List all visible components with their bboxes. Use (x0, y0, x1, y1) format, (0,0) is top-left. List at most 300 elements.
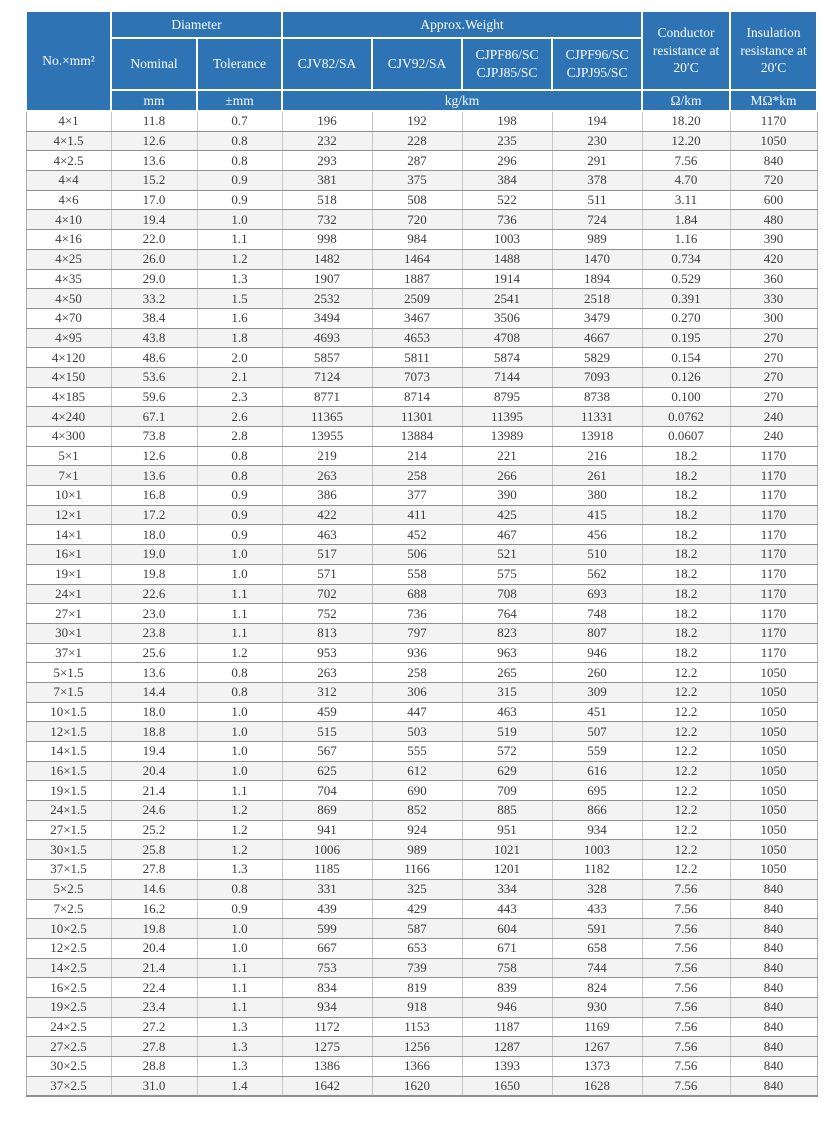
table-cell: 5829 (552, 348, 642, 368)
table-cell: 43.8 (111, 328, 197, 348)
table-row (26, 348, 817, 368)
table-cell: 0.0762 (642, 407, 730, 427)
table-cell: 709 (462, 781, 552, 801)
table-cell: 12.2 (642, 663, 730, 683)
row-label: 4×25 (26, 249, 111, 269)
table-cell: 519 (462, 722, 552, 742)
table-cell: 1050 (730, 761, 817, 781)
cable-spec-table (25, 10, 818, 1097)
table-cell: 840 (730, 997, 817, 1017)
table-row (26, 308, 817, 328)
table-cell: 463 (282, 525, 372, 545)
table-cell: 1650 (462, 1076, 552, 1096)
table-cell: 2532 (282, 289, 372, 309)
table-cell: 1050 (730, 781, 817, 801)
table-cell: 840 (730, 978, 817, 998)
table-cell: 7.56 (642, 958, 730, 978)
table-cell: 23.8 (111, 623, 197, 643)
table-cell: 984 (372, 230, 462, 250)
table-row (26, 978, 817, 998)
table-cell: 1050 (730, 801, 817, 821)
table-cell: 951 (462, 820, 552, 840)
table-cell: 1170 (730, 466, 817, 486)
table-cell: 840 (730, 1037, 817, 1057)
table-cell: 230 (552, 131, 642, 151)
table-row (26, 249, 817, 269)
table-cell: 12.2 (642, 742, 730, 762)
table-cell: 378 (552, 171, 642, 191)
table-cell: 1887 (372, 269, 462, 289)
table-cell: 12.6 (111, 446, 197, 466)
table-cell: 1170 (730, 486, 817, 506)
table-cell: 604 (462, 919, 552, 939)
table-cell: 22.0 (111, 230, 197, 250)
table-cell: 658 (552, 938, 642, 958)
table-cell: 2518 (552, 289, 642, 309)
table-cell: 12.2 (642, 781, 730, 801)
header-tolerance: Tolerance (197, 38, 282, 90)
table-cell: 334 (462, 879, 552, 899)
row-label: 4×185 (26, 387, 111, 407)
table-cell: 1.0 (197, 742, 282, 762)
table-cell: 18.2 (642, 643, 730, 663)
table-cell: 12.2 (642, 801, 730, 821)
table-cell: 38.4 (111, 308, 197, 328)
table-cell: 28.8 (111, 1057, 197, 1077)
table-row (26, 722, 817, 742)
table-cell: 1201 (462, 860, 552, 880)
table-row (26, 151, 817, 171)
table-cell: 2.6 (197, 407, 282, 427)
table-cell: 73.8 (111, 427, 197, 447)
table-cell: 840 (730, 958, 817, 978)
table-cell: 7124 (282, 367, 372, 387)
table-cell: 270 (730, 387, 817, 407)
table-cell: 2.0 (197, 348, 282, 368)
table-cell: 467 (462, 525, 552, 545)
header-nominal: Nominal (111, 38, 197, 90)
row-label: 30×1.5 (26, 840, 111, 860)
table-cell: 429 (372, 899, 462, 919)
table-cell: 0.9 (197, 899, 282, 919)
table-cell: 21.4 (111, 781, 197, 801)
table-cell: 1464 (372, 249, 462, 269)
table-cell: 0.270 (642, 308, 730, 328)
table-cell: 18.2 (642, 545, 730, 565)
table-row (26, 486, 817, 506)
table-cell: 518 (282, 190, 372, 210)
header-conductor-resistance: Conductor resistance at 20′C (642, 11, 730, 90)
table-cell: 840 (730, 938, 817, 958)
table-cell: 300 (730, 308, 817, 328)
table-row (26, 525, 817, 545)
table-cell: 18.2 (642, 564, 730, 584)
row-label: 4×70 (26, 308, 111, 328)
table-cell: 3479 (552, 308, 642, 328)
header-group-row (26, 11, 817, 38)
table-cell: 1050 (730, 742, 817, 762)
table-cell: 989 (552, 230, 642, 250)
table-cell: 14.4 (111, 682, 197, 702)
table-cell: 1482 (282, 249, 372, 269)
table-cell: 840 (730, 879, 817, 899)
table-cell: 1050 (730, 702, 817, 722)
table-cell: 671 (462, 938, 552, 958)
table-cell: 941 (282, 820, 372, 840)
header-type-cjv82 (282, 38, 372, 90)
table-cell: 433 (552, 899, 642, 919)
table-cell: 690 (372, 781, 462, 801)
table-cell: 459 (282, 702, 372, 722)
table-cell: 575 (462, 564, 552, 584)
table-cell: 567 (282, 742, 372, 762)
table-cell: 517 (282, 545, 372, 565)
table-cell: 258 (372, 466, 462, 486)
table-cell: 18.2 (642, 446, 730, 466)
table-cell: 819 (372, 978, 462, 998)
row-label: 4×10 (26, 210, 111, 230)
table-cell: 17.2 (111, 505, 197, 525)
table-row (26, 781, 817, 801)
table-cell: 1153 (372, 1017, 462, 1037)
table-cell: 13.6 (111, 663, 197, 683)
table-cell: 1.6 (197, 308, 282, 328)
table-cell: 0.8 (197, 682, 282, 702)
row-label: 12×1.5 (26, 722, 111, 742)
table-cell: 4.70 (642, 171, 730, 191)
table-cell: 720 (372, 210, 462, 230)
table-cell: 559 (552, 742, 642, 762)
table-cell: 1.0 (197, 545, 282, 565)
table-cell: 0.8 (197, 466, 282, 486)
table-cell: 1170 (730, 643, 817, 663)
table-row (26, 663, 817, 683)
table-cell: 1.2 (197, 801, 282, 821)
table-cell: 1.0 (197, 564, 282, 584)
table-cell: 18.2 (642, 525, 730, 545)
table-cell: 704 (282, 781, 372, 801)
table-cell: 724 (552, 210, 642, 230)
table-header (26, 11, 817, 111)
table-cell: 2.1 (197, 367, 282, 387)
row-label: 4×120 (26, 348, 111, 368)
table-cell: 1050 (730, 722, 817, 742)
table-cell: 813 (282, 623, 372, 643)
table-cell: 420 (730, 249, 817, 269)
table-row (26, 230, 817, 250)
table-cell: 702 (282, 584, 372, 604)
table-cell: 0.9 (197, 505, 282, 525)
table-cell: 515 (282, 722, 372, 742)
table-cell: 2541 (462, 289, 552, 309)
table-cell: 291 (552, 151, 642, 171)
table-cell: 23.0 (111, 604, 197, 624)
table-cell: 263 (282, 663, 372, 683)
table-cell: 736 (462, 210, 552, 230)
table-cell: 13989 (462, 427, 552, 447)
table-cell: 1.1 (197, 604, 282, 624)
table-cell: 328 (552, 879, 642, 899)
table-cell: 1.8 (197, 328, 282, 348)
table-row (26, 171, 817, 191)
table-cell: 12.2 (642, 820, 730, 840)
unit-mm: mm (111, 90, 197, 111)
table-cell: 834 (282, 978, 372, 998)
table-cell: 1.3 (197, 269, 282, 289)
row-label: 4×1.5 (26, 131, 111, 151)
table-cell: 235 (462, 131, 552, 151)
table-cell: 0.100 (642, 387, 730, 407)
table-cell: 11301 (372, 407, 462, 427)
table-cell: 998 (282, 230, 372, 250)
table-cell: 381 (282, 171, 372, 191)
table-cell: 572 (462, 742, 552, 762)
table-cell: 8738 (552, 387, 642, 407)
table-cell: 1.84 (642, 210, 730, 230)
table-cell: 258 (372, 663, 462, 683)
table-row (26, 820, 817, 840)
unit-kg-km: kg/km (282, 90, 642, 111)
table-cell: 936 (372, 643, 462, 663)
table-cell: 653 (372, 938, 462, 958)
table-row (26, 545, 817, 565)
row-label: 24×1.5 (26, 801, 111, 821)
table-row (26, 919, 817, 939)
table-cell: 11331 (552, 407, 642, 427)
table-row (26, 1057, 817, 1077)
table-cell: 1.3 (197, 1057, 282, 1077)
table-cell: 3494 (282, 308, 372, 328)
table-cell: 270 (730, 367, 817, 387)
table-cell: 1185 (282, 860, 372, 880)
table-cell: 1.1 (197, 958, 282, 978)
table-cell: 934 (282, 997, 372, 1017)
table-cell: 1006 (282, 840, 372, 860)
row-label: 4×240 (26, 407, 111, 427)
table-cell: 1.16 (642, 230, 730, 250)
table-cell: 1172 (282, 1017, 372, 1037)
table-cell: 1050 (730, 682, 817, 702)
table-cell: 18.0 (111, 702, 197, 722)
table-cell: 26.0 (111, 249, 197, 269)
table-cell: 21.4 (111, 958, 197, 978)
table-cell: 11395 (462, 407, 552, 427)
table-cell: 840 (730, 919, 817, 939)
table-cell: 1170 (730, 623, 817, 643)
table-cell: 1003 (552, 840, 642, 860)
table-cell: 232 (282, 131, 372, 151)
table-cell: 7.56 (642, 919, 730, 939)
table-cell: 12.6 (111, 131, 197, 151)
table-cell: 7093 (552, 367, 642, 387)
table-cell: 1050 (730, 860, 817, 880)
row-label: 14×1.5 (26, 742, 111, 762)
row-label: 27×1.5 (26, 820, 111, 840)
table-cell: 1.2 (197, 820, 282, 840)
table-cell: 25.6 (111, 643, 197, 663)
table-cell: 989 (372, 840, 462, 860)
table-cell: 1470 (552, 249, 642, 269)
table-cell: 375 (372, 171, 462, 191)
table-cell: 708 (462, 584, 552, 604)
table-cell: 764 (462, 604, 552, 624)
table-cell: 1393 (462, 1057, 552, 1077)
table-row (26, 367, 817, 387)
row-label: 14×2.5 (26, 958, 111, 978)
table-cell: 13955 (282, 427, 372, 447)
type-label-line: CJPJ85/SC (476, 65, 538, 80)
table-cell: 330 (730, 289, 817, 309)
table-cell: 13.6 (111, 151, 197, 171)
table-cell: 4693 (282, 328, 372, 348)
table-cell: 7.56 (642, 151, 730, 171)
table-cell: 1907 (282, 269, 372, 289)
row-label: 4×6 (26, 190, 111, 210)
table-cell: 1003 (462, 230, 552, 250)
table-cell: 1.3 (197, 1017, 282, 1037)
row-label: 30×1 (26, 623, 111, 643)
table-cell: 840 (730, 899, 817, 919)
table-cell: 1170 (730, 525, 817, 545)
table-cell: 19.4 (111, 210, 197, 230)
table-body (26, 111, 817, 1096)
row-label: 4×16 (26, 230, 111, 250)
table-cell: 0.8 (197, 446, 282, 466)
table-cell: 918 (372, 997, 462, 1017)
table-cell: 7.56 (642, 1017, 730, 1037)
header-type-cjpf96 (552, 38, 642, 90)
header-type-cjv92 (372, 38, 462, 90)
table-cell: 0.734 (642, 249, 730, 269)
row-label: 4×300 (26, 427, 111, 447)
table-row (26, 801, 817, 821)
table-cell: 7.56 (642, 1076, 730, 1096)
table-cell: 8714 (372, 387, 462, 407)
table-cell: 510 (552, 545, 642, 565)
table-cell: 3.11 (642, 190, 730, 210)
table-cell: 823 (462, 623, 552, 643)
table-cell: 587 (372, 919, 462, 939)
table-cell: 667 (282, 938, 372, 958)
table-cell: 59.6 (111, 387, 197, 407)
table-cell: 240 (730, 427, 817, 447)
table-cell: 443 (462, 899, 552, 919)
table-cell: 1.2 (197, 840, 282, 860)
table-cell: 22.6 (111, 584, 197, 604)
table-cell: 521 (462, 545, 552, 565)
table-cell: 480 (730, 210, 817, 230)
table-cell: 1050 (730, 131, 817, 151)
table-cell: 13918 (552, 427, 642, 447)
type-label-line: CJPJ95/SC (566, 65, 628, 80)
table-row (26, 682, 817, 702)
table-row (26, 111, 817, 131)
table-cell: 1170 (730, 545, 817, 565)
table-cell: 240 (730, 407, 817, 427)
table-cell: 1.1 (197, 997, 282, 1017)
table-cell: 840 (730, 1017, 817, 1037)
row-label: 7×1.5 (26, 682, 111, 702)
table-cell: 260 (552, 663, 642, 683)
table-cell: 325 (372, 879, 462, 899)
table-row (26, 190, 817, 210)
table-cell: 12.2 (642, 702, 730, 722)
table-cell: 18.2 (642, 584, 730, 604)
unit-plus-minus-mm: ±mm (197, 90, 282, 111)
table-cell: 24.6 (111, 801, 197, 821)
table-cell: 8795 (462, 387, 552, 407)
table-cell: 12.2 (642, 860, 730, 880)
table-row (26, 840, 817, 860)
table-cell: 1.4 (197, 1076, 282, 1096)
table-cell: 693 (552, 584, 642, 604)
table-cell: 12.2 (642, 722, 730, 742)
table-cell: 390 (730, 230, 817, 250)
table-cell: 4653 (372, 328, 462, 348)
table-cell: 306 (372, 682, 462, 702)
table-cell: 1914 (462, 269, 552, 289)
table-cell: 1275 (282, 1037, 372, 1057)
table-cell: 12.2 (642, 840, 730, 860)
table-row (26, 387, 817, 407)
table-cell: 739 (372, 958, 462, 978)
table-cell: 266 (462, 466, 552, 486)
table-cell: 1166 (372, 860, 462, 880)
table-cell: 13.6 (111, 466, 197, 486)
table-cell: 0.154 (642, 348, 730, 368)
table-cell: 930 (552, 997, 642, 1017)
table-cell: 4708 (462, 328, 552, 348)
table-row (26, 938, 817, 958)
table-cell: 196 (282, 111, 372, 131)
table-cell: 214 (372, 446, 462, 466)
unit-mohm-km: MΩ*km (730, 90, 817, 111)
table-cell: 1.0 (197, 702, 282, 722)
table-row (26, 131, 817, 151)
table-cell: 866 (552, 801, 642, 821)
table-row (26, 997, 817, 1017)
table-cell: 1170 (730, 446, 817, 466)
table-cell: 1.5 (197, 289, 282, 309)
table-row (26, 761, 817, 781)
table-cell: 1170 (730, 564, 817, 584)
table-row (26, 446, 817, 466)
table-cell: 0.391 (642, 289, 730, 309)
table-cell: 19.8 (111, 919, 197, 939)
table-cell: 19.4 (111, 742, 197, 762)
row-label: 4×2.5 (26, 151, 111, 171)
table-cell: 2.8 (197, 427, 282, 447)
row-label: 16×1 (26, 545, 111, 565)
table-cell: 1.2 (197, 643, 282, 663)
table-cell: 5857 (282, 348, 372, 368)
table-cell: 744 (552, 958, 642, 978)
table-cell: 946 (552, 643, 642, 663)
table-cell: 0.8 (197, 879, 282, 899)
table-cell: 219 (282, 446, 372, 466)
table-cell: 8771 (282, 387, 372, 407)
table-cell: 3467 (372, 308, 462, 328)
table-cell: 600 (730, 190, 817, 210)
row-label: 12×1 (26, 505, 111, 525)
table-cell: 12.2 (642, 682, 730, 702)
row-label: 4×150 (26, 367, 111, 387)
table-cell: 7.56 (642, 1057, 730, 1077)
table-row (26, 1076, 817, 1096)
table-cell: 451 (552, 702, 642, 722)
table-cell: 18.20 (642, 111, 730, 131)
table-cell: 7144 (462, 367, 552, 387)
